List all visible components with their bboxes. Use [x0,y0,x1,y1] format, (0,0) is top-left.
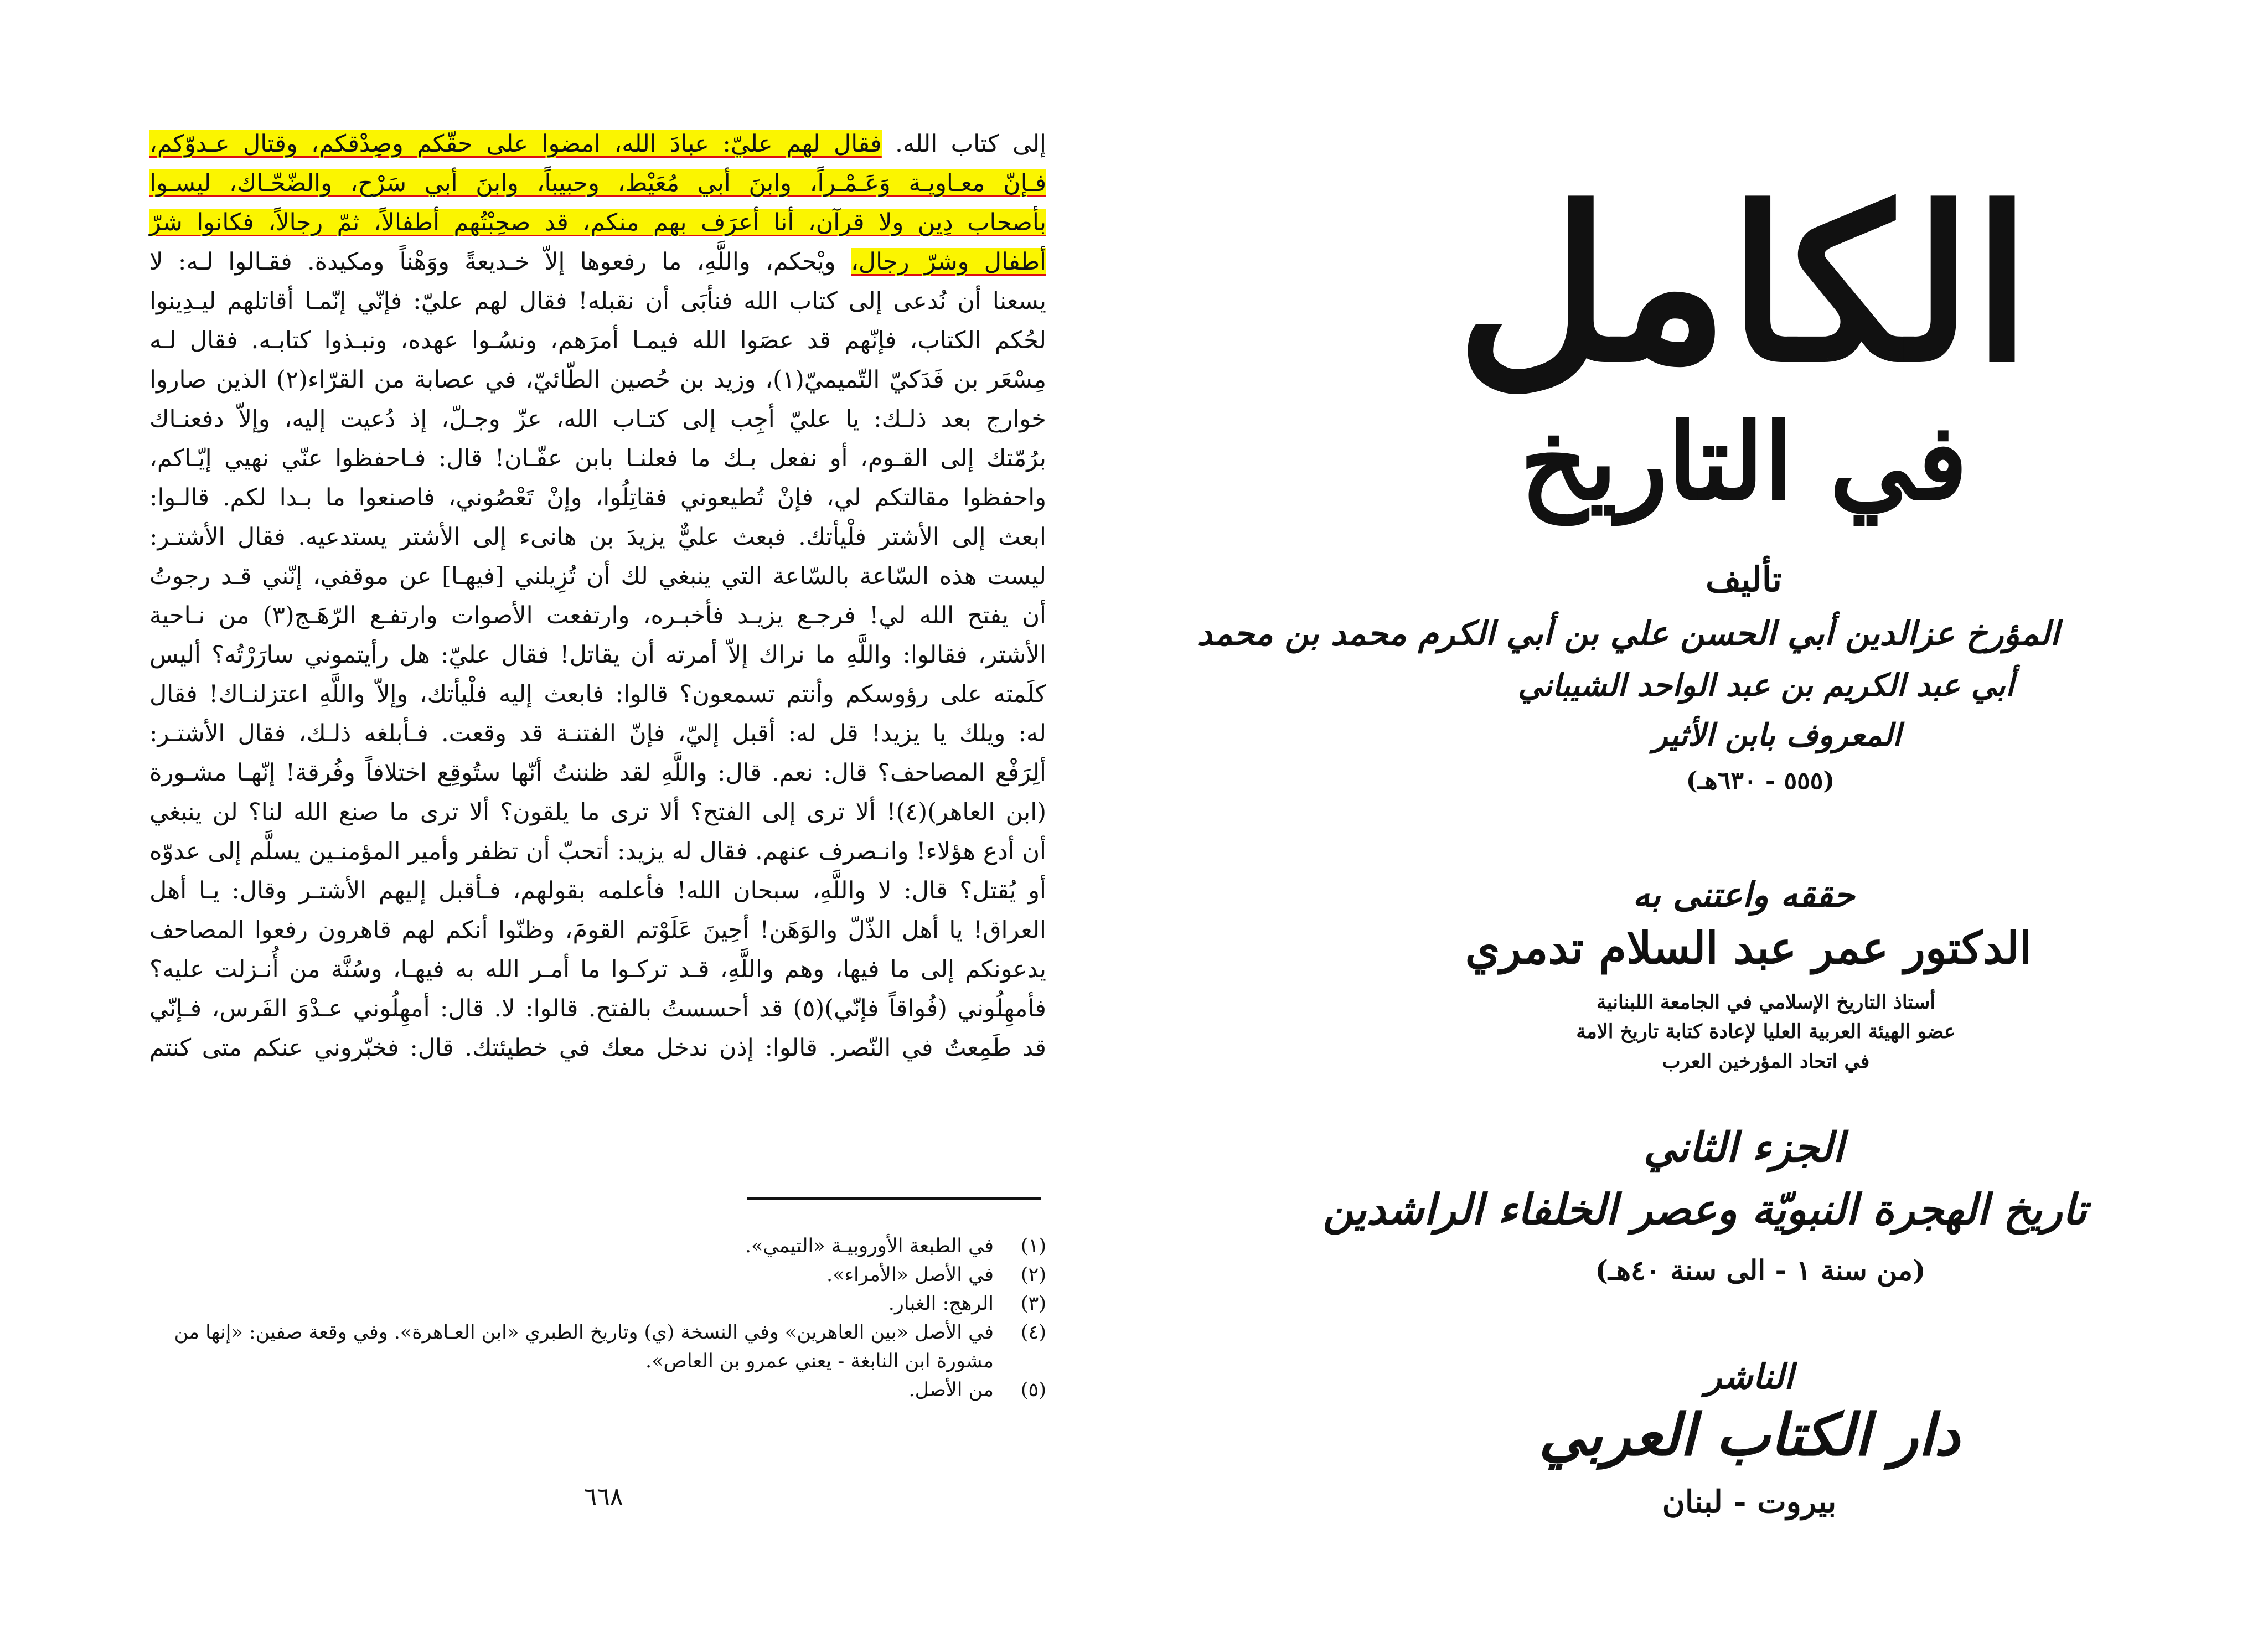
text-segment: فأمهِلُوني (فُواقاً فإنّي)(٥) قد أحسستُ بالفتح. قالوا: لا. قال: أمهِلُوني عـدْوَ الفَرس، فـإنّي [149,995,1046,1022]
text-segment: ابعث إلى الأشتر فلْيأتك. فبعث عليٌّ يزيدَ بن هانىء إلى الأشتر يستدعيه. فقال الأشتـر: [149,523,1046,551]
footnote-number [994,1347,1046,1376]
text-line [149,911,1046,950]
footnote-number: (٢) [1020,1264,1046,1286]
text-segment: يدعونكم إلى ما فيها، وهم واللَّهِ، قـد تركـوا ما أمـر الله به فيهـا، وسُنَّة من أُنـزلت عليه؟ [149,955,1046,983]
text-segment: العراق! يا أهل الذّلّ والوَهَن! أحِينَ عَلَوْتم القومَ، وظنّوا أنكم لهم قاهرون رفعوا المصاحف [149,916,1046,944]
text-segment: مِسْعَر بن فَدَكيّ التّميميّ(١)، وزيد بن حُصين الطّائيّ، في عصابة من القرّاء(٢) الذين صاروا [149,366,1046,394]
volume-label: الجزء الثاني [1643,1124,1845,1171]
footnote [149,1289,1046,1318]
footnote [149,1232,1046,1261]
publisher-city: بيروت - لبنان [1662,1484,1837,1520]
text-line [149,360,1046,400]
text-segment: (ابن العاهر)(٤)! ألا ترى إلى الفتح؟ ألا ترى ما يلقون؟ ألا ترى ما صنع الله لنا؟ لن ينبغي [149,798,1046,826]
text-line [149,478,1046,518]
editor-name: الدكتور عمر عبد السلام تدمري [1465,922,2032,974]
volume-range: (من سنة ١ - الى سنة ٤٠هـ) [1595,1254,1926,1287]
text-line [149,557,1046,596]
text-line [149,282,1046,321]
text-line [149,950,1046,989]
highlighted-text: بأصحاب دِين ولا قرآن، أنا أعرَف بهم منكم، قد صحِبْتُهم أطفالاً، ثمّ رجالاً، فكانوا شرّ [149,209,1046,236]
text-line [149,518,1046,557]
text-line [149,321,1046,360]
authorship-label: تأليف [1706,559,1782,600]
text-segment: الأشتر، فقالوا: واللَّهِ ما نراك إلاّ أمرته أن يقاتل! فقال عليّ: هل رأيتموني سارَرْتُه؟ أليس [149,641,1046,669]
footnote-number: (٤) [1020,1321,1046,1344]
text-segment: خوارج بعد ذلـك: يا عليّ أجِب إلى كتـاب الله، عزّ وجـلّ، إذ دُعيت إليه، وإلاّ دفعنـاك [149,405,1046,433]
text-line [149,871,1046,911]
editor-credential-2: عضو الهيئة العربية العليا لإعادة كتابة تاريخ الامة [1576,1020,1956,1043]
text-line [149,636,1046,675]
editor-credential-3: في اتحاد المؤرخين العرب [1662,1050,1870,1073]
text-segment: لحُكم الكتاب، فإنّهم قد عصَوا الله فيمـا أمرَهم، ونسُـوا عهده، ونبـذوا كتابـه. فقال لـه [149,327,1046,354]
text-line [149,753,1046,793]
footnote [149,1376,1046,1404]
footnote-text: الرهج: الغبار. [888,1293,994,1315]
author-line-2: أبي عبد الكريم بن عبد الواحد الشيباني [1517,667,2014,704]
text-line [149,203,1046,242]
footnote-text: من الأصل. [908,1379,994,1401]
text-segment: له: ويلك يا يزيد! قل له: أقبل إليّ، فإنّ الفتنـة قد وقعت. فـأبلغه ذلـك، فقال الأشتـر: [149,720,1046,747]
text-line [149,989,1046,1029]
text-line [149,832,1046,871]
page-number: ٦٦٨ [583,1483,623,1511]
text-segment: واحفظوا مقالتكم لي، فإنْ تُطيعوني فقاتِلُوا، وإنْ تَعْصُوني، فاصنعوا ما بـدا لكم. قالـوا: [149,484,1046,512]
text-segment: ويْحكم، واللَّهِ، ما رفعوها إلاّ خـديعةً ووَهْناً ومكيدة. فقـالوا لـه: لا [149,248,851,276]
book-subtitle: في التاريخ [1520,400,1968,524]
highlighted-text: أطفال وشرّ رجال، [851,248,1046,276]
footnote-number: (١) [1020,1235,1046,1257]
text-segment: برُمّتك إلى القـوم، أو نفعل بـك ما فعلنـا بابن عفّـان! قال: فـاحفظوا عنّي نهيي إيّـاكم، [149,445,1046,472]
text-segment: قد طَمِعتُ في النّصر. قالوا: إذن ندخل معك في خطيئتك. قال: فخبّروني عنكم متى كنتم [149,1034,1046,1062]
footnote-text: في الأصل «الأمراء». [826,1264,994,1286]
editing-label: حققه واعتنى به [1632,875,1855,915]
footnote [149,1347,1046,1376]
author-line-3: المعروف بابن الأثير [1652,717,1902,753]
text-line [149,793,1046,832]
text-segment: ألِرَفْع المصاحف؟ قال: نعم. قال: واللَّهِ لقد ظننتُ أنّها ستُوقِع اختلافاً وفُرقة! إنّهـا مشـورة [149,759,1046,787]
text-line [149,439,1046,478]
text-line [149,596,1046,636]
footnote-divider [747,1197,1041,1200]
volume-title: تاريخ الهجرة النبويّة وعصر الخلفاء الراشدين [1322,1185,2087,1234]
author-dates: (٥٥٥ - ٦٣٠هـ) [1686,767,1835,795]
highlighted-text: فـإنّ معـاويـة وَعَـمْـراً، وابنَ أبي مُعَيْط، وحبيباً، وابنَ أبي سَرْح، والضّحّـاك، ليسـوا [149,169,1046,197]
footnote-text: في الأصل «بين العاهرين» وفي النسخة (ي) وتاريخ الطبري «ابن العـاهرة». وفي وقعة صفين: «إنها من [174,1321,994,1344]
text-line [149,400,1046,439]
body-text [149,125,1046,1068]
text-segment: كلَمته على رؤوسكم وأنتم تسمعون؟ قالوا: فابعث إليه فلْيأتك، وإلاّ واللَّهِ اعتزلنـاك! فقال [149,680,1046,708]
text-line [149,714,1046,753]
text-segment: أن يفتح الله لي! فرجـع يزيـد فأخبـره، وارتفعت الأصوات وارتفـع الرّهَـج(٣) من نـاحية [149,602,1047,629]
text-line [149,164,1046,203]
text-line [149,242,1046,282]
text-line [149,675,1046,714]
footnote-text: مشورة ابن النابغة - يعني عمرو بن العاص». [645,1350,994,1372]
text-segment: أو يُقتل؟ قال: لا واللَّهِ، سبحان الله! فأعلمه بقولهم، فـأقبل إليهم الأشتـر وقال: يـا أهل [149,877,1046,905]
text-line [149,1029,1046,1068]
text-segment: يسعنا أن نُدعى إلى كتاب الله فنأبَى أن نقبله! فقال لهم عليّ: فإنّي إنّمـا أقاتلهم ليـدِينوا [149,287,1046,315]
footnotes [149,1232,1046,1404]
footnote-number: (٣) [1020,1293,1046,1315]
highlighted-text: فقال لهم عليّ: عبادَ الله، امضوا على حقّكم وصِدْقكم، وقتال عـدوّكم، [149,130,882,158]
footnote-text: في الطبعة الأوروبيـة «التيمي». [745,1235,994,1257]
editor-credential-1: أستاذ التاريخ الإسلامي في الجامعة اللبنانية [1596,991,1936,1014]
text-segment: إلى كتاب الله. [881,130,1046,158]
text-segment: ليست هذه السّاعة بالسّاعة التي ينبغي لك أن تُزِيلني [فيهـا] عن موقفي، إنّني قـد رجوتُ [149,562,1046,590]
footnote-number: (٥) [1020,1379,1046,1401]
publisher-label: الناشر [1705,1356,1794,1397]
text-line [149,125,1046,164]
footnote [149,1318,1046,1347]
text-segment: أن أدع هؤلاء! وانـصرف عنهم. فقال له يزيد: أتحبّ أن تظفر وأمير المؤمنـين يسلَّم إلى عدوّه [149,838,1046,865]
author-line-1: المؤرخ عزالدين أبي الحسن علي بن أبي الكرم محمد بن محمد [1197,614,2059,653]
book-title: الكامل [1456,161,2032,409]
title-page [1190,0,2268,1627]
publisher-name: دار الكتاب العربي [1538,1401,1960,1469]
footnote [149,1261,1046,1289]
